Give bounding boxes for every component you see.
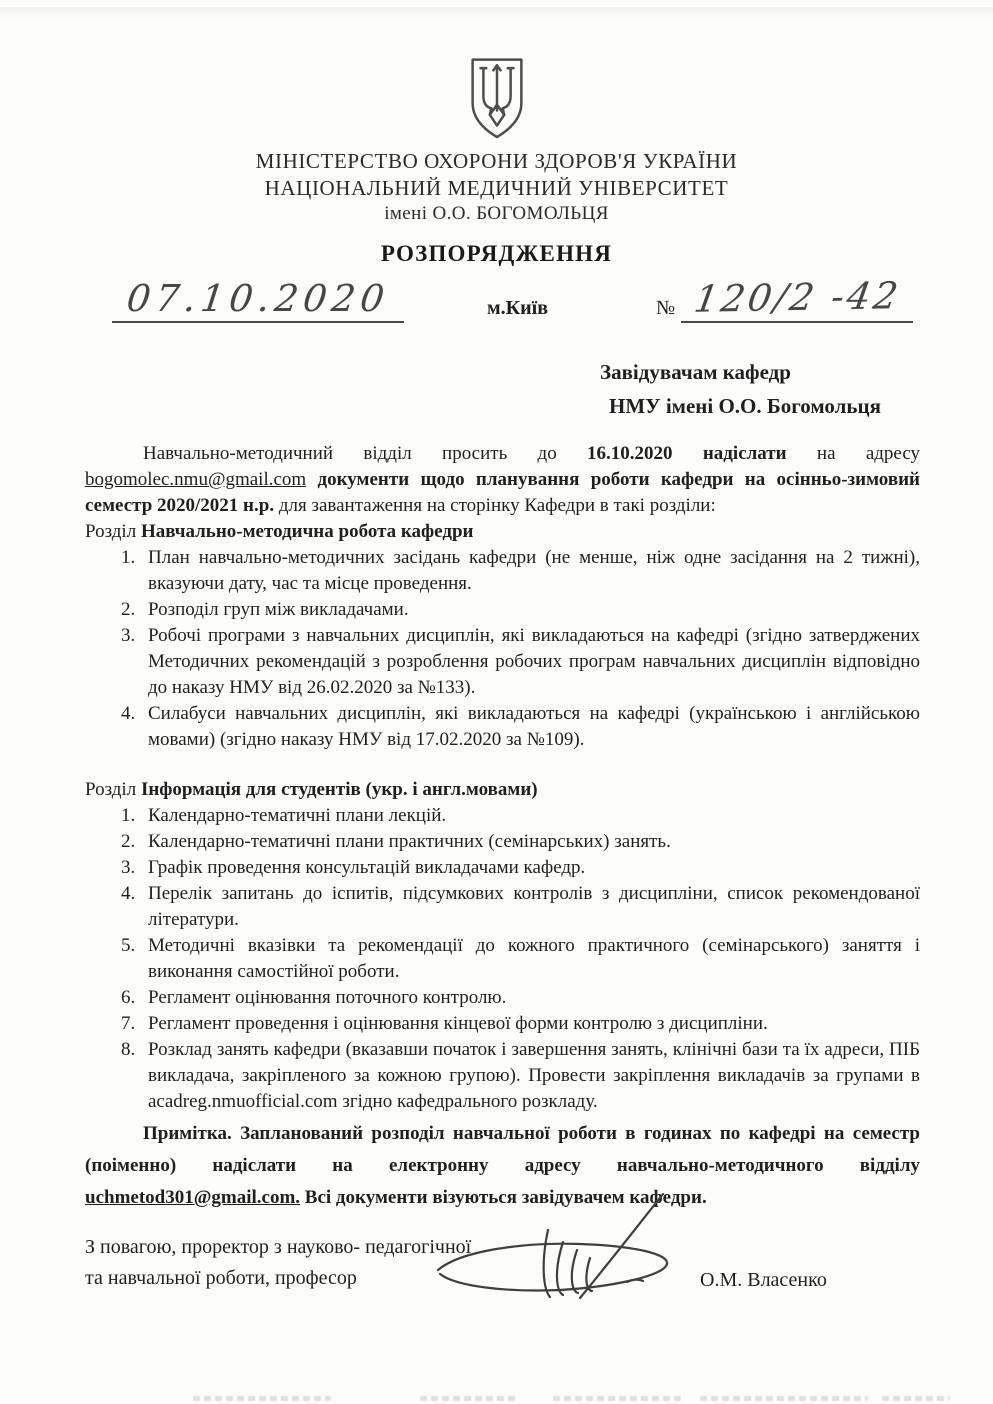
section2-title: Інформація для студентів (укр. і англ.мовами) bbox=[140, 779, 538, 800]
handwritten-date: 07.10.2020 bbox=[124, 277, 392, 320]
item-text: План навчально-методичних засідань кафедри (не менше, ніж одне засідання на 2 тижні), вказуючи дату, час та місце проведення. bbox=[148, 547, 920, 594]
scan-smudge bbox=[882, 1396, 950, 1401]
section-label: Розділ bbox=[85, 521, 141, 542]
item-number: 3. bbox=[121, 625, 136, 646]
list-item bbox=[85, 1037, 920, 1115]
list-item bbox=[85, 1011, 920, 1037]
document-number-sign: № bbox=[656, 297, 676, 319]
item-number: 1. bbox=[121, 805, 136, 826]
item-text: Регламент оцінювання поточного контролю. bbox=[148, 987, 507, 1008]
item-text: Розклад занять кафедри (вказавши початок і завершення занять, клінічні бази та їх адреси, ПІБ викладача, закріпленого за кожною групою). Провести закріплення викладачів за групами в acadreg.nmuofficial.com згідно кафедрального розкладу. bbox=[148, 1039, 920, 1112]
intro-text: на адресу bbox=[786, 443, 921, 464]
ukraine-trident-emblem-icon bbox=[449, 56, 545, 142]
ministry-name: МІНІСТЕРСТВО ОХОРОНИ ЗДОРОВ'Я УКРАЇНИ bbox=[255, 149, 738, 173]
item-text: Перелік запитань до іспитів, підсумкових контролів з дисципліни, список рекомендованої літератури. bbox=[148, 883, 920, 930]
city-label: м.Київ bbox=[487, 297, 549, 319]
signatory-name: О.М. Власенко bbox=[700, 1269, 827, 1291]
list-item bbox=[85, 803, 920, 829]
item-text: Графік проведення консультацій викладачами кафедр. bbox=[148, 857, 586, 878]
note-text: Примітка. Запланований розподіл навчальної роботи в годинах по кафедрі на семестр (поіменно) надіслати на електронну адресу навчально-методичного відділу bbox=[85, 1123, 920, 1176]
item-number: 3. bbox=[121, 857, 136, 878]
list-item bbox=[85, 855, 920, 881]
intro-text-tail: для завантаження на сторінку Кафедри в такі розділи: bbox=[274, 495, 716, 516]
addressee-line1: Завідувачам кафедр bbox=[600, 360, 791, 384]
email-address-bogomolec: bogomolec.nmu@gmail.com bbox=[85, 469, 307, 490]
scan-smudge bbox=[553, 1396, 681, 1401]
section1-list bbox=[85, 545, 920, 753]
signoff-line2: та навчальної роботи, професор bbox=[85, 1267, 357, 1289]
date-underline bbox=[112, 277, 404, 323]
item-text: Календарно-тематичні плани практичних (семінарських) занять. bbox=[148, 831, 671, 852]
item-text: Регламент проведення і оцінювання кінцевої форми контролю з дисципліни. bbox=[148, 1013, 768, 1034]
item-number: 6. bbox=[121, 987, 136, 1008]
item-number: 2. bbox=[121, 831, 136, 852]
item-number: 5. bbox=[121, 935, 136, 956]
list-item bbox=[85, 933, 920, 985]
number-underline bbox=[681, 275, 913, 323]
email-address-uchmetod: uchmetod301@gmail.com. bbox=[85, 1187, 301, 1208]
handwritten-document-number: 120/2 -42 bbox=[690, 274, 904, 321]
section1-title: Навчально-методична робота кафедри bbox=[140, 521, 474, 542]
scan-smudge bbox=[420, 1396, 516, 1401]
document-body bbox=[85, 441, 920, 1214]
item-number: 2. bbox=[121, 599, 136, 620]
addressee-block bbox=[600, 355, 993, 423]
section2-list bbox=[85, 803, 920, 1115]
item-text: Календарно-тематичні плани лекцій. bbox=[148, 805, 447, 826]
university-named-after: імені О.О. БОГОМОЛЬЦЯ bbox=[384, 203, 609, 224]
list-item bbox=[85, 701, 920, 753]
item-number: 1. bbox=[121, 547, 136, 568]
item-text: Розподіл груп між викладачами. bbox=[148, 599, 409, 620]
addressee-line2: НМУ імені О.О. Богомольця bbox=[609, 394, 881, 418]
item-number: 4. bbox=[121, 883, 136, 904]
item-text: Силабуси навчальних дисциплін, які викладаються на кафедрі (українською і англійською мовами) (згідно наказу НМУ від 17.02.2020 за №109). bbox=[148, 703, 920, 750]
list-item bbox=[85, 985, 920, 1011]
intro-text: Навчально-методичний відділ просить до bbox=[143, 443, 588, 464]
university-name: НАЦІОНАЛЬНИЙ МЕДИЧНИЙ УНІВЕРСИТЕТ bbox=[264, 176, 729, 200]
item-number: 8. bbox=[121, 1039, 136, 1060]
scan-artifact-footer bbox=[0, 1396, 993, 1402]
item-text: Методичні вказівки та рекомендації до кожного практичного (семінарського) заняття і виконання самостійної роботи. bbox=[148, 935, 920, 982]
section2-heading bbox=[85, 777, 920, 803]
list-item bbox=[85, 623, 920, 701]
signature-block bbox=[85, 1232, 920, 1352]
item-number: 4. bbox=[121, 703, 136, 724]
scan-smudge bbox=[700, 1396, 868, 1401]
signoff-line1: З повагою, проректор з науково- педагогічної bbox=[85, 1236, 472, 1258]
note-text-tail: Всі документи візуються завідувачем кафедри. bbox=[300, 1187, 707, 1208]
list-item bbox=[85, 597, 920, 623]
document-type-title: РОЗПОРЯДЖЕННЯ bbox=[380, 241, 613, 266]
section-label: Розділ bbox=[85, 779, 141, 800]
intro-bold-subject: документи щодо планування роботи кафедри на осінньо-зимовий семестр 2020/2021 н.р. bbox=[85, 469, 920, 516]
document-meta-row bbox=[0, 274, 993, 341]
section1-heading bbox=[85, 519, 920, 545]
item-text: Робочі програми з навчальних дисциплін, які викладаються на кафедрі (згідно затверджених Методичних рекомендацій з розроблення робочих програм навчальних дисциплін відповідно до наказу НМУ від 26.02.2020 за №133). bbox=[148, 625, 920, 698]
letterhead bbox=[0, 0, 993, 267]
list-item bbox=[85, 545, 920, 597]
item-number: 7. bbox=[121, 1013, 136, 1034]
handwritten-signature bbox=[430, 1192, 690, 1322]
list-item bbox=[85, 881, 920, 933]
deadline-date: 16.10.2020 надіслати bbox=[587, 443, 787, 464]
scan-smudge bbox=[193, 1396, 331, 1401]
list-item bbox=[85, 829, 920, 855]
intro-paragraph bbox=[85, 441, 920, 519]
